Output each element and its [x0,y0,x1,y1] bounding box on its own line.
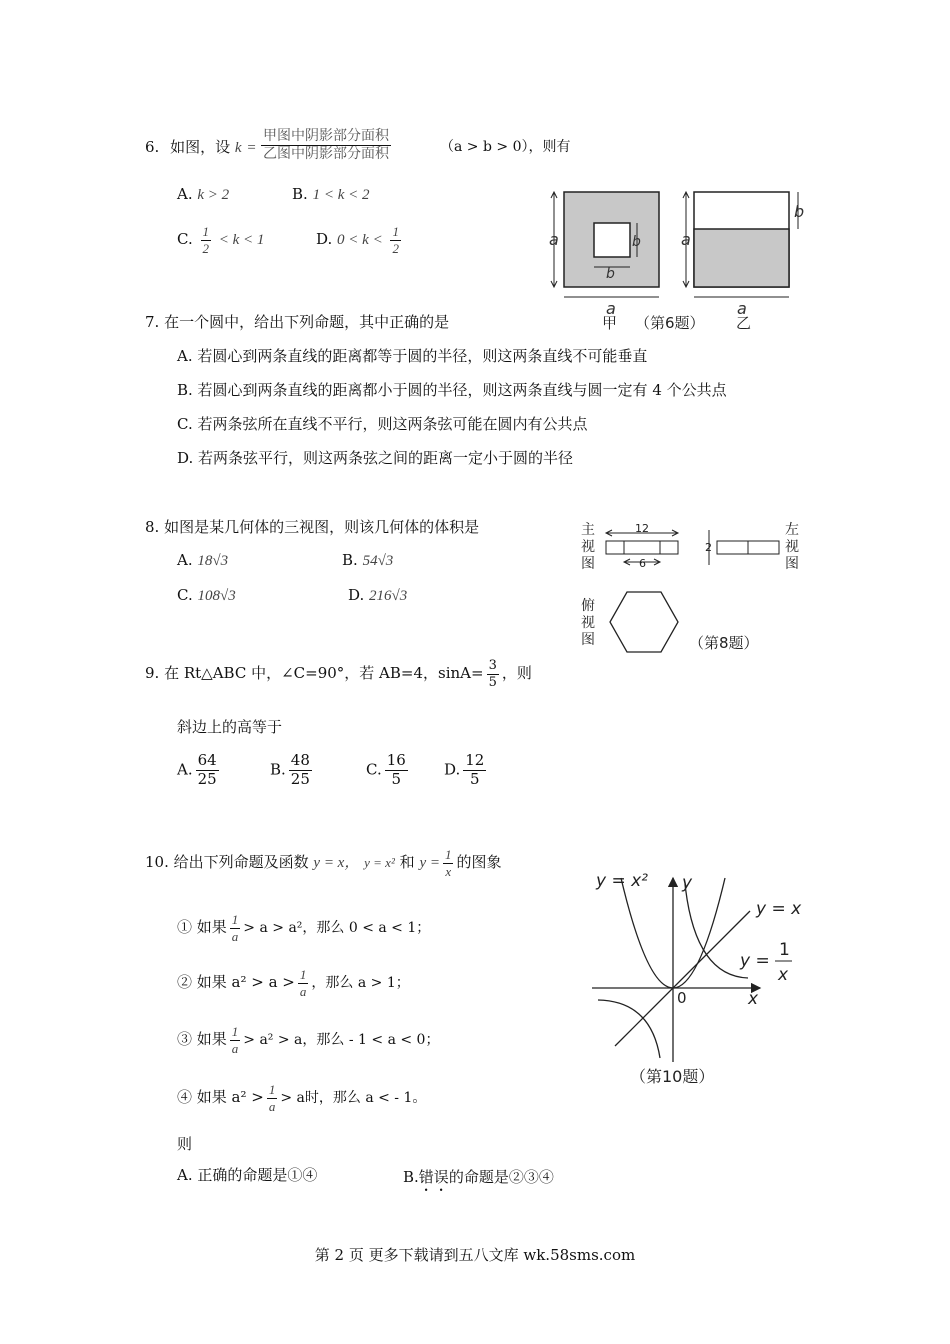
q10-figure [590,858,820,1093]
q10-hyperbola-q1 [685,884,748,978]
q8-option-b: B. 54√3 [342,551,394,569]
q8-caption: （第8题） [689,634,759,652]
q7-option-d: D. 若两条弦平行，则这两条弦之间的距离一定小于圆的半径 [177,449,574,467]
q10-label-inv-head: y = [740,951,770,971]
q10-label-y: y [682,873,693,893]
q10-caption: （第10题） [630,1067,715,1086]
q10-prop-2: ② 如果 a² > a > $\frac{1}{a}$ ，那么 a > 1； [177,967,410,999]
q7-option-a: A. 若圆心到两条直线的距离都等于圆的半径，则这两条直线不可能垂直 [177,347,648,365]
q6-yi-shaded [694,229,789,287]
q10-label-inv-den: x [778,965,789,985]
page-footer: 第 2 页 更多下载请到五八文库 wk.58sms.com [314,1246,636,1264]
q6-option-d: D. 0 < k < $\frac{1}{2}$ [316,224,399,256]
q6-jia-b-side: b [632,234,641,250]
q10-label-inv-num: 1 [779,940,790,960]
q10-prop-3: ③ 如果 $\frac{1}{a}$ > a² > a，那么 - 1 < a < 0； [177,1024,440,1056]
q6-jia-a-side: a [549,230,559,249]
q10-label-x: x [748,989,759,1009]
q6-jia-a-bottom: a [606,299,616,318]
q8-side-2: 视 [785,539,799,555]
q10-hyperbola-q3 [598,1000,660,1058]
q8-top-2: 视 [581,615,595,631]
q6-option-a: A. k > 2 [177,185,230,203]
q6-jia-b-bottom: b [606,266,615,282]
q8-side-1: 左 [785,522,799,538]
q7-option-b: B. 若圆心到两条直线的距离都小于圆的半径，则这两条直线与圆一定有 4 个公共点 [177,381,727,399]
q6-figure [540,183,820,333]
q6-yi-a-bottom: a [737,299,747,318]
q8-figure [575,520,815,660]
q8-option-d: D. 216√3 [348,586,408,604]
q6-label-yi: 乙 [736,314,752,332]
q8-top-3: 图 [581,632,595,648]
q6-jia-hole [594,223,630,257]
q10-option-b: B.错误的命题是②③④ [403,1168,554,1186]
q8-option-a: A. 18√3 [177,551,229,569]
q8-top-1: 俯 [581,598,595,614]
q7-stem: 7. 在一个圆中，给出下列命题，其中正确的是 [145,313,450,331]
q10-prop-4: ④ 如果 a² > $\frac{1}{a}$ > a时，那么 a < - 1。 [177,1082,427,1114]
q8-hexagon [610,592,678,652]
q8-front-3: 图 [581,556,595,572]
q6-option-b: B. 1 < k < 2 [292,185,370,203]
q10-label-yx: y = x [756,899,802,919]
q8-dim-2: 2 [705,541,712,554]
q10-label-x2: y = x² [596,871,648,891]
q8-front-2: 视 [581,539,595,555]
q9-line2: 斜边上的高等于 [177,718,283,736]
q10-then: 则 [177,1135,193,1153]
q8-front-1: 主 [581,522,595,538]
q8-option-c: C. 108√3 [177,586,236,604]
q8-stem: 8. 如图是某几何体的三视图，则该几何体的体积是 [145,518,480,536]
q6-stem: 6. 如图，设 k = [145,138,257,156]
q8-dim-12: 12 [635,522,649,535]
q8-side-3: 图 [785,556,799,572]
q6-yi-a-side: a [681,230,691,249]
q6-label-jia: 甲 [602,314,618,332]
q9-option-d: D. $\frac{12}{5}$ [444,751,485,788]
q10-origin: 0 [677,989,687,1007]
q8-dim-6: 6 [639,557,646,570]
q9-stem: 9. 在 Rt△ABC 中，∠C=90°，若 AB=4，sinA= $\frac{3}{5}$ ，则 [145,658,532,690]
q6-option-c: C. $\frac{1}{2}$ < k < 1 [177,224,265,256]
q9-option-a: A. $\frac{64}{25}$ [177,751,217,788]
q6-fraction: $\frac{\text{甲图中阴影部分面积}}{\text{乙图中阴影部分面积}}$ [263,128,389,162]
q8-front-rect [606,541,678,554]
q10-stem: 10. 给出下列命题及函数 y = x， y = x² 和 y = $\frac{1}{x}$ 的图象 [145,847,502,879]
q7-option-c: C. 若两条弦所在直线不平行，则这两条弦可能在圆内有公共点 [177,415,588,433]
q6-condition: （a > b > 0），则有 [440,139,571,155]
q10-option-a: A. 正确的命题是①④ [177,1166,318,1184]
q6-caption: （第6题） [635,314,705,332]
q9-option-b: B. $\frac{48}{25}$ [270,751,310,788]
q10-prop-1: ① 如果 $\frac{1}{a}$ > a > a²，那么 0 < a < 1； [177,912,431,944]
q6-yi-b-side: b [794,202,805,221]
q9-option-c: C. $\frac{16}{5}$ [366,751,406,788]
